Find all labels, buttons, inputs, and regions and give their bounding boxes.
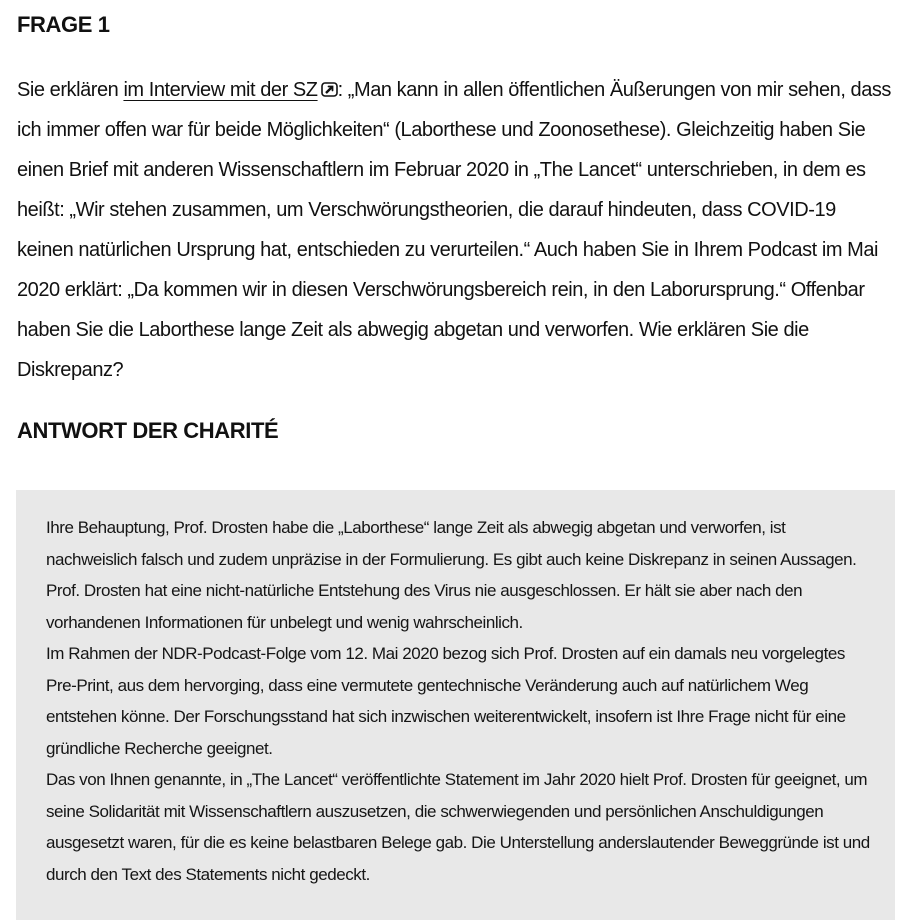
question-text-body: : „Man kann in allen öffentlichen Äußerungen von mir sehen, dass ich immer offen war für beide Möglichkeiten“ (Laborthese und Zoonosethese). Gleichzeitig haben Sie einen Brief mit anderen Wissenschaftlern im Februar 2020 in „The Lancet“ unterschrieben, in dem es heißt: „Wir stehen zusammen, um Verschwörungstheorien, die darauf hindeuten, dass COVID-19 keinen natürlichen Ursprung hat, entschieden zu verurteilen.“ Auch haben Sie in Ihrem Podcast im Mai 2020 erklärt: „Da kommen wir in diesen Verschwörungsbereich rein, in den Laborursprung.“ Offenbar haben Sie die Laborthese lange Zeit als abwegig abgetan und verworfen. Wie erklären Sie die Diskrepanz?	[17, 79, 891, 381]
answer-box	[16, 490, 895, 920]
question-heading: FRAGE 1	[17, 12, 110, 37]
answer-heading: ANTWORT DER CHARITÉ	[17, 418, 279, 443]
answer-paragraph-2: Im Rahmen der NDR-Podcast-Folge vom 12. Mai 2020 bezog sich Prof. Drosten auf ein damals neu vorgelegtes Pre-Print, aus dem hervorging, dass eine vermutete gentechnische Veränderung auch auf natürlichem Weg entstehen könne. Der Forschungsstand hat sich inzwischen weiterentwickelt, insofern ist Ihre Frage nicht für eine gründliche Recherche geeignet.	[46, 644, 846, 758]
answer-paragraph-3: Das von Ihnen genannte, in „The Lancet“ veröffentlichte Statement im Jahr 2020 hielt Prof. Drosten für geeignet, um seine Solidarität mit Wissenschaftlern auszusetzen, die schwerwiegenden und persönlichen Anschuldigungen ausgesetzt waren, für die es keine belastbaren Belege gab. Die Unterstellung anderslautender Beweggründe ist und durch den Text des Statements nicht gedeckt.	[46, 770, 870, 884]
question-text	[17, 70, 897, 390]
question-text-intro: Sie erklären	[17, 79, 124, 101]
interview-sz-link[interactable]	[123, 79, 337, 101]
external-link-icon	[321, 82, 338, 97]
interview-sz-link-label: im Interview mit der SZ	[123, 79, 318, 101]
answer-paragraph-1: Ihre Behauptung, Prof. Drosten habe die „Laborthese“ lange Zeit als abwegig abgetan und verworfen, ist nachweislich falsch und zudem unpräzise in der Formulierung. Es gibt auch keine Diskrepanz in seinen Aussagen. Prof. Drosten hat eine nicht-natürliche Entstehung des Virus nie ausgeschlossen. Er hält sie aber nach den vorhandenen Informationen für unbelegt und wenig wahrscheinlich.	[46, 518, 857, 632]
